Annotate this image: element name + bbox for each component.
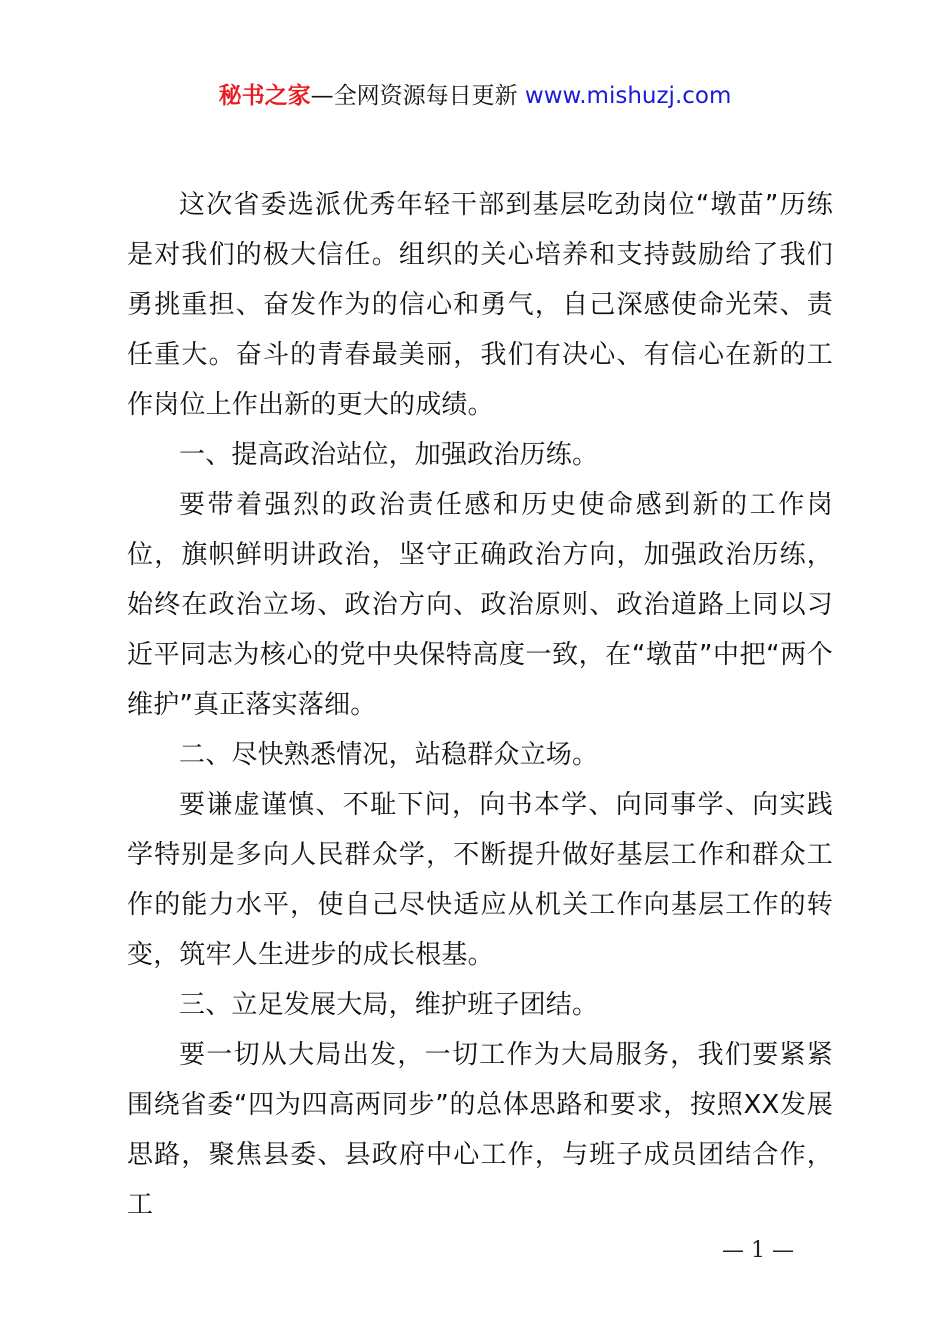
site-header <box>0 80 950 112</box>
section-heading-3: 三、立足发展大局，维护班子团结。 <box>179 990 599 1020</box>
section-heading-2: 二、尽快熟悉情况，站稳群众立场。 <box>179 740 599 770</box>
site-url-link[interactable]: www.mishuzj.com <box>524 83 732 109</box>
paragraph-section-2: 要谦虚谨慎、不耻下问，向书本学、向同事学、向实践学特别是多向人民群众学，不断提升做好基层工作和群众工作的能力水平，使自己尽快适应从机关工作向基层工作的转变，筑牢人生进步的成长根基。 <box>127 790 833 970</box>
header-tagline: —全网资源每日更新 <box>310 83 518 109</box>
paragraph-section-3: 要一切从大局出发，一切工作为大局服务，我们要紧紧围绕省委“四为四高两同步”的总体思路和要求，按照XX发展思路，聚焦县委、县政府中心工作，与班子成员团结合作，工 <box>127 1040 833 1220</box>
paragraph-intro: 这次省委选派优秀年轻干部到基层吃劲岗位“墩苗”历练是对我们的极大信任。组织的关心培养和支持鼓励给了我们勇挑重担、奋发作为的信心和勇气，自己深感使命光荣、责任重大。奋斗的青春最美丽，我们有决心、有信心在新的工作岗位上作出新的更大的成绩。 <box>127 190 833 420</box>
page-number: — 1 — <box>722 1238 794 1263</box>
document-body <box>127 180 833 1230</box>
paragraph-section-1: 要带着强烈的政治责任感和历史使命感到新的工作岗位，旗帜鲜明讲政治，坚守正确政治方向，加强政治历练，始终在政治立场、政治方向、政治原则、政治道路上同以习近平同志为核心的党中央保特高度一致，在“墩苗”中把“两个维护”真正落实落细。 <box>127 490 833 720</box>
section-heading-1: 一、提高政治站位，加强政治历练。 <box>179 440 599 470</box>
brand-name: 秘书之家 <box>218 83 311 109</box>
